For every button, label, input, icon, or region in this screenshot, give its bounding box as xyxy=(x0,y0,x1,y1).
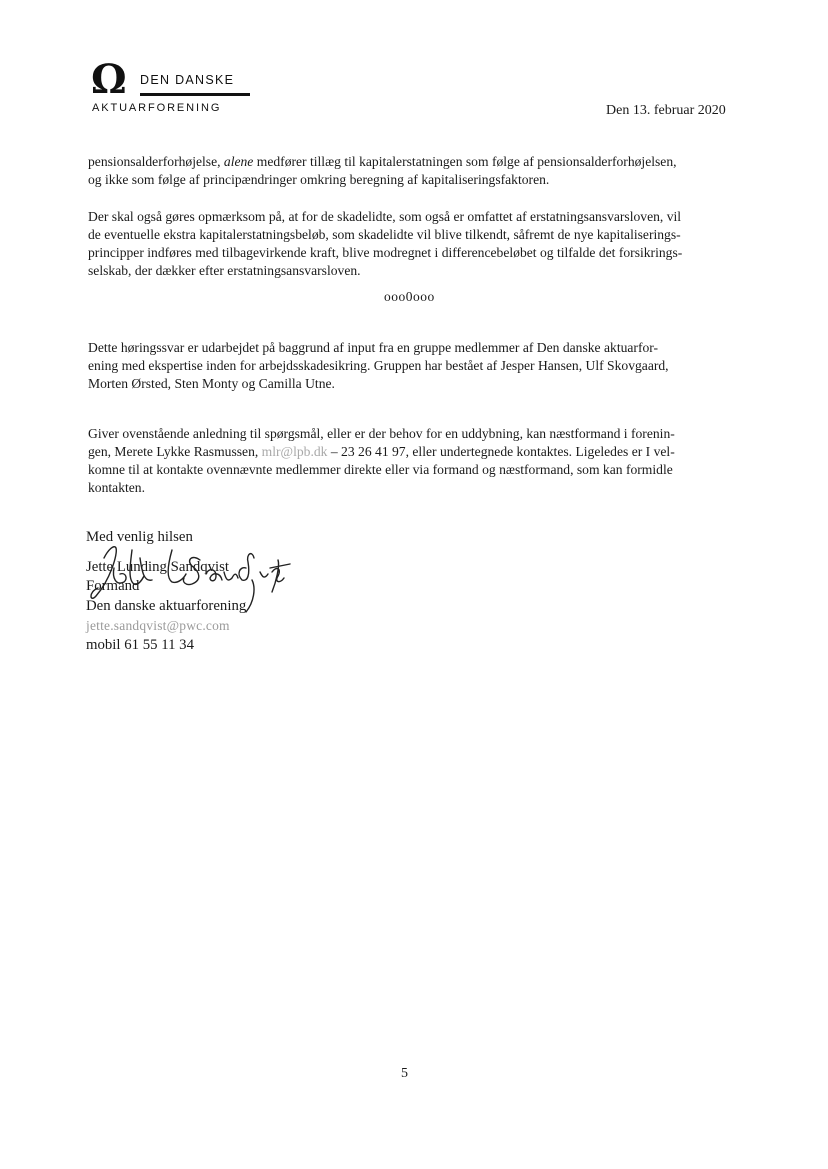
page-number: 5 xyxy=(401,1066,408,1081)
paragraph-2-line-4: selskab, der dækker efter erstatningsansvarsloven. xyxy=(88,263,361,278)
email-link-jette[interactable]: jette.sandqvist@pwc.com xyxy=(86,618,230,633)
email-link-merete[interactable]: mlr@lpb.dk xyxy=(261,444,328,459)
signoff-block xyxy=(86,528,246,655)
org-logo xyxy=(88,56,258,116)
paragraph-4-line-3: komne til at kontakte ovennævnte medlemmer direkte eller via formand og næstformand, som kan formidle xyxy=(88,462,673,477)
paragraph-1 xyxy=(88,153,740,189)
signature-spacer xyxy=(86,548,246,558)
paragraph-2 xyxy=(88,208,740,280)
logo-rule xyxy=(140,93,250,96)
paragraph-2-line-1: Der skal også gøres opmærksom på, at for de skadelidte, som også er omfattet af erstatningsansvarsloven, vil xyxy=(88,209,682,224)
omega-logo-icon: Ω xyxy=(91,56,127,103)
paragraph-2-line-3: principper indføres med tilbagevirkende kraft, blive modregnet i differencebeløbet og tilfalde det forsikrings- xyxy=(88,245,683,260)
paragraph-4 xyxy=(88,425,740,497)
org-name-line2: AKTUARFORENING xyxy=(92,102,222,114)
paragraph-1-line-2: og ikke som følge af principændringer omkring beregning af kapitaliseringsfaktoren. xyxy=(88,172,550,187)
org-name-line1: DEN DANSKE xyxy=(140,73,235,87)
emphasis-alene: alene xyxy=(223,154,254,169)
paragraph-2-line-2: de eventuelle ekstra kapitalerstatningsbeløb, som skadelidte vil blive tilkendt, såfremt de nye kapitaliserings- xyxy=(88,227,681,242)
paragraph-4-line-4: kontakten. xyxy=(88,480,146,495)
paragraph-4-line-2: gen, Merete Lykke Rasmussen, mlr@lpb.dk – 23 26 41 97, eller undertegnede kontaktes. Ligeledes er I vel- xyxy=(88,444,675,459)
paragraph-3-line-1: Dette høringssvar er udarbejdet på baggrund af input fra en gruppe medlemmer af Den danske aktuarfor- xyxy=(88,340,659,355)
signoff-name: Jette Lunding Sandqvist xyxy=(86,558,230,575)
section-separator: ooo0ooo xyxy=(384,289,435,304)
paragraph-4-line-1: Giver ovenstående anledning til spørgsmål, eller er der behov for en uddybning, kan næstformand i forenin- xyxy=(88,426,675,441)
signoff-org: Den danske aktuarforening xyxy=(86,597,247,614)
paragraph-3-line-3: Morten Ørsted, Sten Monty og Camilla Utne. xyxy=(88,376,335,391)
signoff-greeting: Med venlig hilsen xyxy=(86,529,193,545)
paragraph-3-line-2: ening med ekspertise inden for arbejdsskadesikring. Gruppen har bestået af Jesper Hansen, Ulf Skovgaard, xyxy=(88,358,669,373)
signoff-title: Formand xyxy=(86,578,140,594)
paragraph-3 xyxy=(88,339,740,393)
paragraph-1-line-1: pensionsalderforhøjelse, alene medfører tillæg til kapitalerstatningen som følge af pensionsalderforhøjelsen, xyxy=(88,154,677,169)
signoff-phone: mobil 61 55 11 34 xyxy=(86,636,194,653)
letter-date: Den 13. februar 2020 xyxy=(606,103,726,118)
